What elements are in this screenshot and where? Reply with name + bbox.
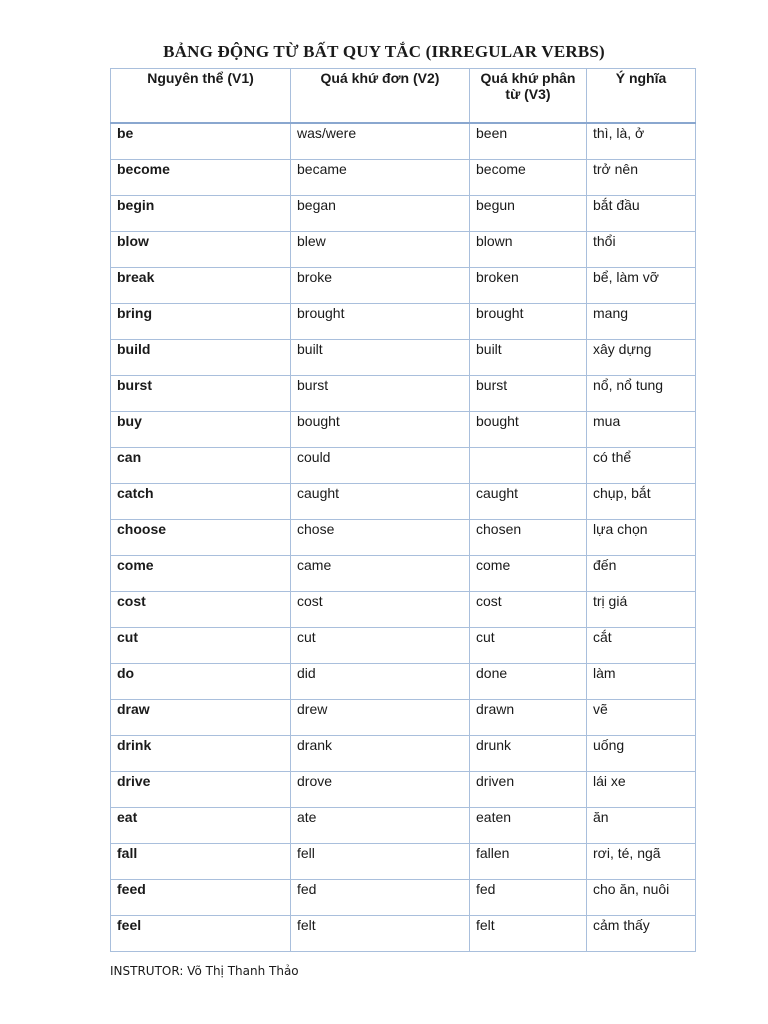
table-row bbox=[111, 412, 696, 448]
cell-past-participle: drawn bbox=[470, 700, 587, 736]
cell-past-participle: blown bbox=[470, 232, 587, 268]
table-row bbox=[111, 484, 696, 520]
table-row bbox=[111, 916, 696, 952]
cell-past-simple: drove bbox=[291, 772, 470, 808]
cell-infinitive: fall bbox=[111, 844, 291, 880]
cell-infinitive: come bbox=[111, 556, 291, 592]
cell-past-simple: broke bbox=[291, 268, 470, 304]
irregular-verbs-table bbox=[110, 68, 696, 952]
cell-past-simple: cut bbox=[291, 628, 470, 664]
cell-past-participle: been bbox=[470, 123, 587, 160]
cell-meaning: uống bbox=[587, 736, 696, 772]
table-row bbox=[111, 520, 696, 556]
cell-past-participle: cut bbox=[470, 628, 587, 664]
cell-meaning: chụp, bắt bbox=[587, 484, 696, 520]
cell-past-participle: bought bbox=[470, 412, 587, 448]
cell-infinitive: catch bbox=[111, 484, 291, 520]
cell-infinitive: become bbox=[111, 160, 291, 196]
cell-past-simple: burst bbox=[291, 376, 470, 412]
cell-past-simple: cost bbox=[291, 592, 470, 628]
cell-past-simple: built bbox=[291, 340, 470, 376]
cell-meaning: xây dựng bbox=[587, 340, 696, 376]
cell-infinitive: can bbox=[111, 448, 291, 484]
cell-past-participle: brought bbox=[470, 304, 587, 340]
cell-infinitive: eat bbox=[111, 808, 291, 844]
cell-meaning: đến bbox=[587, 556, 696, 592]
cell-meaning: mang bbox=[587, 304, 696, 340]
instructor-footer: INSTRUTOR: Võ Thị Thanh Thảo bbox=[110, 964, 299, 978]
cell-infinitive: buy bbox=[111, 412, 291, 448]
cell-infinitive: feel bbox=[111, 916, 291, 952]
cell-meaning: thổi bbox=[587, 232, 696, 268]
cell-meaning: cho ăn, nuôi bbox=[587, 880, 696, 916]
header-infinitive: Nguyên thể (V1) bbox=[111, 69, 291, 124]
cell-past-participle: fallen bbox=[470, 844, 587, 880]
cell-past-simple: ate bbox=[291, 808, 470, 844]
header-meaning: Ý nghĩa bbox=[587, 69, 696, 124]
table-row bbox=[111, 160, 696, 196]
header-past-participle: Quá khứ phân từ (V3) bbox=[470, 69, 587, 124]
cell-infinitive: drink bbox=[111, 736, 291, 772]
table-row bbox=[111, 880, 696, 916]
cell-past-participle: felt bbox=[470, 916, 587, 952]
cell-infinitive: bring bbox=[111, 304, 291, 340]
cell-infinitive: draw bbox=[111, 700, 291, 736]
cell-past-simple: chose bbox=[291, 520, 470, 556]
table-row bbox=[111, 376, 696, 412]
cell-past-participle: chosen bbox=[470, 520, 587, 556]
cell-past-participle: come bbox=[470, 556, 587, 592]
document-title: BẢNG ĐỘNG TỪ BẤT QUY TẮC (IRREGULAR VERBS) bbox=[163, 42, 605, 61]
table-row bbox=[111, 448, 696, 484]
cell-meaning: trị giá bbox=[587, 592, 696, 628]
cell-meaning: cắt bbox=[587, 628, 696, 664]
table-row bbox=[111, 304, 696, 340]
cell-meaning: thì, là, ở bbox=[587, 123, 696, 160]
cell-infinitive: drive bbox=[111, 772, 291, 808]
cell-meaning: làm bbox=[587, 664, 696, 700]
table-row bbox=[111, 628, 696, 664]
table-row bbox=[111, 556, 696, 592]
table-row bbox=[111, 808, 696, 844]
cell-past-participle: become bbox=[470, 160, 587, 196]
table-body bbox=[111, 123, 696, 952]
cell-past-simple: brought bbox=[291, 304, 470, 340]
cell-past-simple: came bbox=[291, 556, 470, 592]
cell-past-participle: fed bbox=[470, 880, 587, 916]
cell-meaning: lái xe bbox=[587, 772, 696, 808]
cell-meaning: bắt đầu bbox=[587, 196, 696, 232]
cell-past-participle: drunk bbox=[470, 736, 587, 772]
cell-past-simple: drank bbox=[291, 736, 470, 772]
cell-past-simple: drew bbox=[291, 700, 470, 736]
cell-past-simple: could bbox=[291, 448, 470, 484]
table-row bbox=[111, 123, 696, 160]
cell-past-simple: blew bbox=[291, 232, 470, 268]
cell-meaning: lựa chọn bbox=[587, 520, 696, 556]
cell-infinitive: blow bbox=[111, 232, 291, 268]
cell-infinitive: do bbox=[111, 664, 291, 700]
table-row bbox=[111, 592, 696, 628]
table-row bbox=[111, 232, 696, 268]
cell-infinitive: begin bbox=[111, 196, 291, 232]
cell-past-participle bbox=[470, 448, 587, 484]
cell-past-simple: fell bbox=[291, 844, 470, 880]
table-row bbox=[111, 700, 696, 736]
cell-past-simple: bought bbox=[291, 412, 470, 448]
cell-meaning: bể, làm vỡ bbox=[587, 268, 696, 304]
table-row bbox=[111, 844, 696, 880]
cell-past-participle: driven bbox=[470, 772, 587, 808]
table-row bbox=[111, 772, 696, 808]
cell-meaning: trở nên bbox=[587, 160, 696, 196]
cell-past-simple: felt bbox=[291, 916, 470, 952]
cell-meaning: rơi, té, ngã bbox=[587, 844, 696, 880]
table-row bbox=[111, 736, 696, 772]
cell-infinitive: feed bbox=[111, 880, 291, 916]
table-row bbox=[111, 664, 696, 700]
cell-past-participle: built bbox=[470, 340, 587, 376]
cell-meaning: có thể bbox=[587, 448, 696, 484]
header-past-simple: Quá khứ đơn (V2) bbox=[291, 69, 470, 124]
cell-past-participle: done bbox=[470, 664, 587, 700]
cell-meaning: cảm thấy bbox=[587, 916, 696, 952]
cell-infinitive: build bbox=[111, 340, 291, 376]
table-row bbox=[111, 268, 696, 304]
cell-past-participle: burst bbox=[470, 376, 587, 412]
cell-past-simple: became bbox=[291, 160, 470, 196]
cell-meaning: nổ, nổ tung bbox=[587, 376, 696, 412]
cell-meaning: vẽ bbox=[587, 700, 696, 736]
cell-past-participle: broken bbox=[470, 268, 587, 304]
table-row bbox=[111, 196, 696, 232]
cell-infinitive: cut bbox=[111, 628, 291, 664]
cell-past-participle: caught bbox=[470, 484, 587, 520]
cell-past-participle: begun bbox=[470, 196, 587, 232]
cell-past-participle: eaten bbox=[470, 808, 587, 844]
cell-meaning: ăn bbox=[587, 808, 696, 844]
cell-past-participle: cost bbox=[470, 592, 587, 628]
cell-infinitive: break bbox=[111, 268, 291, 304]
table-header-row bbox=[111, 69, 696, 124]
cell-past-simple: caught bbox=[291, 484, 470, 520]
cell-infinitive: choose bbox=[111, 520, 291, 556]
cell-past-simple: fed bbox=[291, 880, 470, 916]
cell-infinitive: burst bbox=[111, 376, 291, 412]
cell-past-simple: was/were bbox=[291, 123, 470, 160]
cell-past-simple: began bbox=[291, 196, 470, 232]
cell-past-simple: did bbox=[291, 664, 470, 700]
cell-infinitive: be bbox=[111, 123, 291, 160]
cell-infinitive: cost bbox=[111, 592, 291, 628]
table-row bbox=[111, 340, 696, 376]
cell-meaning: mua bbox=[587, 412, 696, 448]
